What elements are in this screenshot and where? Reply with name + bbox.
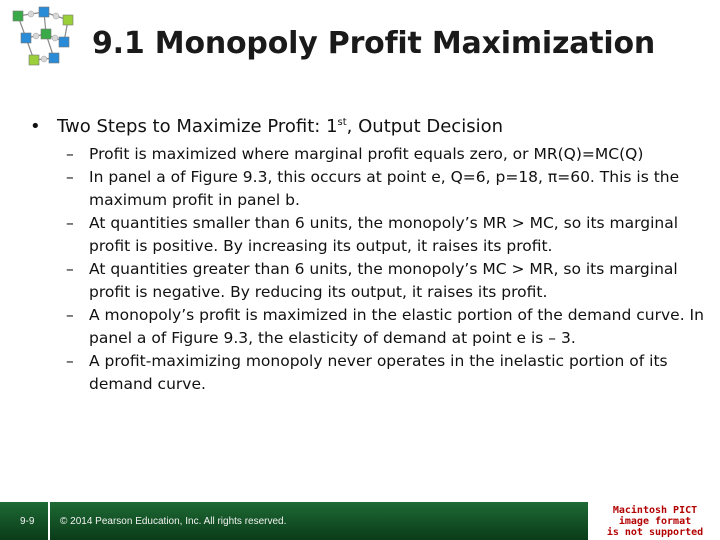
sub-bullet-text: A monopoly’s profit is maximized in the elastic portion of the demand curve. In panel a of Figure 9.3, the elasticity of demand at point e is – 3. — [89, 306, 704, 347]
sub-bullet-text: Profit is maximized where marginal profit equals zero, or MR(Q)=MC(Q) — [89, 145, 644, 163]
sub-bullet-list — [66, 143, 706, 396]
footer-divider — [48, 502, 50, 540]
sub-bullet-item — [66, 350, 706, 396]
unsupported-image-placeholder — [591, 505, 719, 539]
placeholder-line-3: is not supported — [606, 527, 704, 538]
dash-icon: – — [66, 168, 74, 186]
sub-bullet-item — [66, 166, 706, 212]
sub-bullet-text: A profit-maximizing monopoly never operates in the inelastic portion of its demand curve. — [89, 352, 668, 393]
placeholder-line-1: Macintosh PICT — [612, 505, 698, 516]
dash-icon: – — [66, 352, 74, 370]
sub-bullet-item — [66, 212, 706, 258]
placeholder-line-2: image format — [618, 516, 692, 527]
bullet-dot-icon: • — [30, 116, 41, 137]
main-bullet-superscript: st — [337, 117, 347, 128]
main-bullet-text — [57, 115, 503, 139]
main-bullet-text-after: , Output Decision — [346, 116, 503, 137]
sub-bullet-item — [66, 258, 706, 304]
copyright-notice: © 2014 Pearson Education, Inc. All rights reserved. — [60, 516, 287, 527]
page-number: 9-9 — [20, 516, 35, 527]
dash-icon: – — [66, 145, 74, 163]
dash-icon: – — [66, 214, 74, 232]
sub-bullet-item — [66, 304, 706, 350]
sub-bullet-text: At quantities greater than 6 units, the monopoly’s MC > MR, so its marginal profit is negative. By reducing its output, it raises its profit. — [89, 260, 678, 301]
slide-title: 9.1 Monopoly Profit Maximization — [92, 26, 656, 61]
sub-bullet-item — [66, 143, 706, 166]
dash-icon: – — [66, 306, 74, 324]
sub-bullet-text: At quantities smaller than 6 units, the monopoly’s MR > MC, so its marginal profit is positive. By increasing its output, it raises its profit. — [89, 214, 679, 255]
molecule-cubes-logo-icon — [4, 2, 82, 72]
dash-icon: – — [66, 260, 74, 278]
sub-bullet-text: In panel a of Figure 9.3, this occurs at point e, Q=6, p=18, π=60. This is the maximum profit in panel b. — [89, 168, 680, 209]
footer-green-band — [0, 502, 588, 540]
main-bullet-text-before: Two Steps to Maximize Profit: 1 — [57, 116, 338, 137]
